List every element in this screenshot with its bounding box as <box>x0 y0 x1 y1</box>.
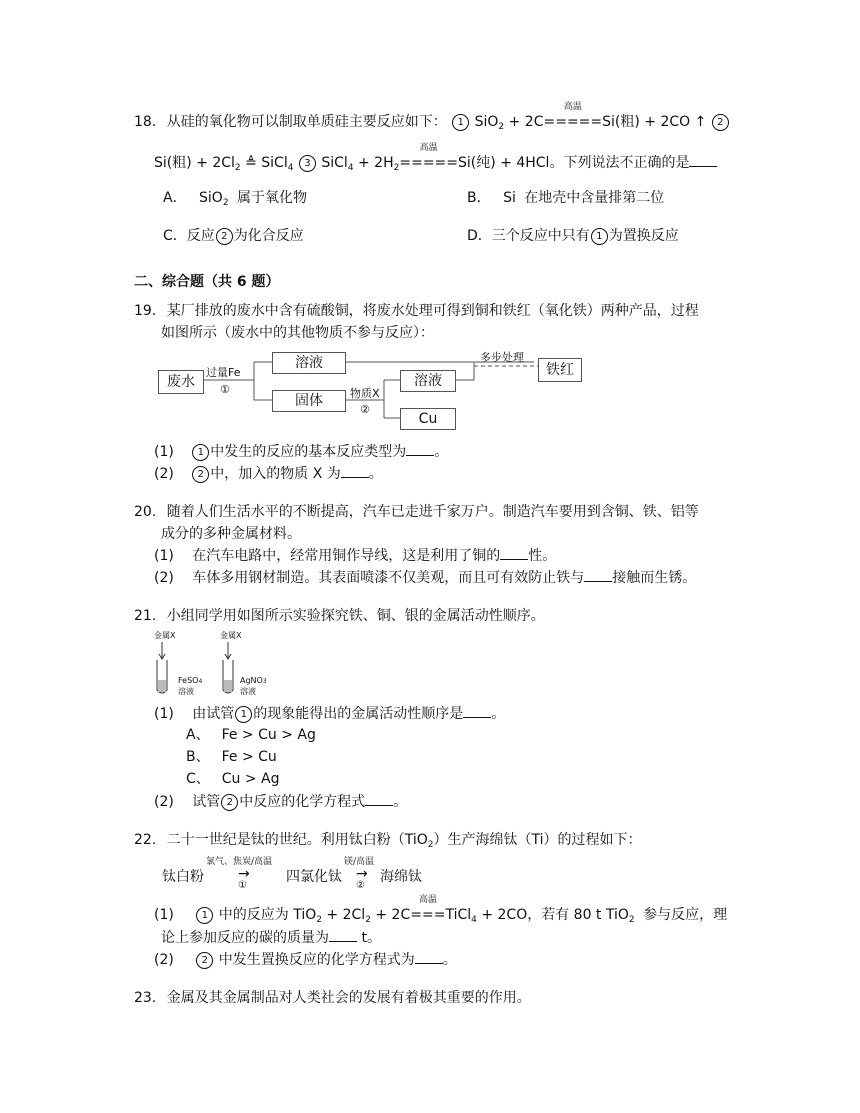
sub-number: (1) <box>154 444 174 460</box>
choice-text: Fe > Cu <box>221 749 277 765</box>
q22-flow-cond1: 氯气、焦炭/高温 <box>206 857 273 867</box>
sub-text: 中反应的化学方程式 <box>239 794 366 810</box>
q22-flow <box>162 852 442 894</box>
sub-end: 。 <box>393 794 408 810</box>
q18-option-d[interactable] <box>467 226 679 246</box>
sub-text: 中发生的反应的基本反应类型为 <box>210 444 407 460</box>
q22-flow-c2: ② <box>356 880 365 891</box>
flow-label-x: 物质X <box>350 387 380 400</box>
q19-sub2-blank[interactable] <box>341 463 369 478</box>
q18-answer-blank[interactable] <box>689 152 717 167</box>
q21-stem: 小组同学用如图所示实验探究铁、铜、银的金属活动性顺序。 <box>166 608 545 624</box>
flow-box-cu: Cu <box>400 408 456 430</box>
q23-stem: 金属及其金属制品对人类社会的发展有着极其重要的作用。 <box>166 990 531 1006</box>
q18-r1-sub: 2 <box>498 122 505 132</box>
sub-end: 性。 <box>528 548 557 564</box>
q18-r3-text: SiCl <box>321 155 348 171</box>
option-text: SiO <box>199 190 223 206</box>
q22-sub1-blank[interactable] <box>329 927 357 942</box>
sub-number: (2) <box>154 466 174 482</box>
q21-sub2-blank[interactable] <box>365 791 393 806</box>
q22-sub1-arrow-text: === <box>410 907 446 923</box>
q19-sub2 <box>154 463 383 484</box>
q18-r3-cond: 高温 <box>419 143 438 153</box>
option-label: A． <box>163 190 187 206</box>
q22-sub2-blank[interactable] <box>415 949 443 964</box>
sub-sub: 2 <box>628 915 635 925</box>
flow-label-fe: 过量Fe <box>206 366 241 379</box>
q20-line2: 成分的多种金属材料。 <box>161 526 301 542</box>
q20-stem: 随着人们生活水平的不断提高，汽车已走进千家万户。制造汽车要用到含铜、铁、铝等 <box>166 504 699 520</box>
sub-number: (2) <box>154 570 174 586</box>
sub-number: (2) <box>154 794 174 810</box>
sub-number: (1) <box>154 706 174 722</box>
q18-r1-cond: 高温 <box>563 102 582 112</box>
q22-flow-c1: ① <box>238 880 247 891</box>
option-text: 为化合反应 <box>233 228 304 244</box>
choice-text: Cu > Ag <box>221 771 280 787</box>
q19-line1 <box>134 301 699 321</box>
flow-label-duobu: 多步处理 <box>480 351 524 364</box>
tube2-metal-label: 金属X <box>220 631 242 640</box>
q18-r3-arrow <box>399 143 459 173</box>
sub-number: (2) <box>154 952 174 968</box>
q22-flow-arrow2: → <box>356 866 368 882</box>
q22-flow-cond2: 镁/高温 <box>344 857 375 867</box>
section-title: 二、综合题（共 6 题） <box>134 274 280 290</box>
q18-number: 18. <box>134 114 157 130</box>
q18-r1-left: SiO <box>474 114 499 130</box>
tube1-solution-label <box>178 676 202 685</box>
sub-text: TiCl <box>445 907 472 923</box>
q21-sub2 <box>154 791 407 812</box>
q19-flow-diagram <box>154 350 584 432</box>
q20-line1 <box>134 502 699 522</box>
q18-r3-sub2: 2 <box>393 163 400 173</box>
q22-sub1-line2 <box>161 927 381 948</box>
sub-text: + 2Cl <box>326 907 366 923</box>
sub-circle: 2 <box>196 952 213 969</box>
q18-r1-plus: + 2C <box>508 114 544 130</box>
sub-end: 。 <box>442 952 457 968</box>
q18-r2-sub: 2 <box>234 163 241 173</box>
tube2-sol-a: AgNO <box>240 676 263 685</box>
sub-text: 的现象能得出的金属活动性顺序是 <box>253 706 464 722</box>
sub-end: t。 <box>361 930 381 946</box>
q18-line1 <box>134 102 730 137</box>
q22-flow-b: 四氯化钛 <box>286 869 342 885</box>
q19-sub1-blank[interactable] <box>406 441 434 456</box>
q18-r1-arrow <box>543 102 603 132</box>
sub-text: 中发生置换反应的化学方程式为 <box>218 952 415 968</box>
sub-text: 中的反应为 TiO <box>218 907 317 923</box>
q22-sub2 <box>154 949 457 970</box>
q21-sub1 <box>154 703 505 724</box>
sub-end: 。 <box>368 466 383 482</box>
q18-option-c[interactable] <box>163 226 304 246</box>
tube1-sol-sub: 4 <box>198 678 203 685</box>
q18-r1-circle: 1 <box>452 114 469 131</box>
q22-sub1-arrow <box>410 895 446 925</box>
sub-end: 。 <box>491 706 506 722</box>
sub-text: 由试管 <box>192 706 235 722</box>
sub-circle: 1 <box>192 444 209 461</box>
option-text: 三个反应中只有 <box>491 228 590 244</box>
q20-sub1-blank[interactable] <box>500 545 528 560</box>
q18-r3-arrow-text: ===== <box>399 155 459 171</box>
sub-text: + 2CO，若有 80 t TiO <box>481 907 629 923</box>
sub-circle: 1 <box>196 907 213 924</box>
option-text: Si <box>503 190 516 206</box>
q21-choice-c[interactable] <box>186 769 280 789</box>
q22-stem: 二十一世纪是钛的世纪。利用钛白粉（TiO <box>166 832 428 848</box>
q21-choice-a[interactable] <box>186 725 316 745</box>
q20-sub1 <box>154 545 556 566</box>
q18-line2 <box>154 143 717 178</box>
q18-r2-arrow: ≜ SiCl <box>245 155 288 171</box>
choice-label: A、 <box>186 727 210 743</box>
flow-box-tiehong: 铁红 <box>538 358 582 382</box>
sub-text: 参与反应，理 <box>643 907 728 923</box>
flow-box-rongye2: 溶液 <box>400 370 456 392</box>
flow-box-guti: 固体 <box>272 390 346 412</box>
sub-text: 车体多用钢材制造。其表面喷漆不仅美观，而且可有效防止铁与 <box>192 570 585 586</box>
sub-sub: 4 <box>471 915 477 925</box>
q22-flow-a: 钛白粉 <box>162 869 204 885</box>
sub-sub: 2 <box>365 915 371 925</box>
flow-label-c2: ② <box>360 403 370 416</box>
q20-sub2 <box>154 567 696 588</box>
choice-text: Fe > Cu > Ag <box>221 727 316 743</box>
sub-end: 接触而生锈。 <box>612 570 697 586</box>
tube1-sol-a: FeSO <box>178 676 199 685</box>
choice-label: C、 <box>186 771 210 787</box>
q19-line2: 如图所示（废水中的其他物质不参与反应）： <box>161 325 434 341</box>
q18-r1-right: Si(粗) + 2CO ↑ <box>602 114 707 130</box>
q20-sub2-blank[interactable] <box>584 567 612 582</box>
sub-sub: 2 <box>316 915 322 925</box>
option-label: C． <box>163 228 187 244</box>
option-circle: 2 <box>216 228 233 245</box>
q22-stem-sub: 2 <box>427 840 434 850</box>
option-text: 在地壳中含量排第二位 <box>524 190 665 206</box>
q18-r2-circle: 2 <box>712 114 729 131</box>
option-circle: 1 <box>591 228 608 245</box>
sub-circle: 2 <box>221 794 238 811</box>
q22-flow-c: 海绵钛 <box>380 869 422 885</box>
sub-text: 论上参加反应的碳的质量为 <box>161 930 329 946</box>
q22-sub1-cond: 高温 <box>418 895 437 905</box>
q18-option-b[interactable] <box>467 188 664 208</box>
q18-r1-arrow-text: ===== <box>543 114 603 130</box>
sub-circle: 2 <box>192 466 209 483</box>
q19-stem: 某厂排放的废水中含有硫酸铜，将废水处理可得到铜和铁红（氧化铁）两种产品，过程 <box>166 303 699 319</box>
q18-stem: 从硅的氧化物可以制取单质硅主要反应如下： <box>166 114 447 130</box>
sub-text: 试管 <box>192 794 221 810</box>
q18-option-a[interactable] <box>163 188 307 213</box>
q18-r2-text: Si(粗) + 2Cl <box>154 155 235 171</box>
q18-r3-circle: 3 <box>299 155 316 172</box>
sub-number: (1) <box>154 548 174 564</box>
sub-text: + 2C <box>375 907 411 923</box>
q21-number: 21. <box>134 608 157 624</box>
sub-end: 。 <box>434 444 449 460</box>
q22-number: 22. <box>134 832 157 848</box>
q21-sub1-blank[interactable] <box>463 703 491 718</box>
sub-text: 中，加入的物质 X 为 <box>210 466 341 482</box>
q22-stem: ）生产海绵钛（Ti）的过程如下： <box>433 832 642 848</box>
q22-flow-arrow1: → <box>238 866 250 882</box>
option-text: 反应 <box>186 228 215 244</box>
choice-label: B、 <box>186 749 210 765</box>
option-label: B． <box>467 190 491 206</box>
q23-line1 <box>134 988 531 1008</box>
q19-number: 19. <box>134 303 157 319</box>
sub-number: (1) <box>154 907 174 923</box>
q19-sub1 <box>154 441 448 462</box>
q21-test-tubes-figure <box>154 630 267 698</box>
tube1-solution-word: 溶液 <box>178 687 194 696</box>
flow-box-feishui: 废水 <box>158 370 204 394</box>
q18-r3-plus: + 2H <box>358 155 394 171</box>
tube1-metal-label: 金属X <box>154 631 176 640</box>
option-label: D． <box>467 228 492 244</box>
q20-number: 20. <box>134 504 157 520</box>
sub-circle: 1 <box>235 706 252 723</box>
q23-number: 23. <box>134 990 157 1006</box>
q18-r2-sub2: 4 <box>287 163 294 173</box>
q18-r3-sub: 4 <box>347 163 354 173</box>
tube2-solution-word: 溶液 <box>240 687 256 696</box>
sub-text: 在汽车电路中，经常用铜作导线，这是利用了铜的 <box>192 548 501 564</box>
option-text: 为置换反应 <box>608 228 679 244</box>
flow-label-c1: ① <box>220 383 230 396</box>
q21-choice-b[interactable] <box>186 747 277 767</box>
flow-box-rongye1: 溶液 <box>272 352 346 374</box>
option-text: 属于氧化物 <box>237 190 308 206</box>
tube2-solution-label <box>240 676 267 685</box>
q21-line1 <box>134 606 545 626</box>
q18-r3-right: Si(纯) + 4HCl。下列说法不正确的是 <box>458 155 690 171</box>
tube2-sol-sub: 3 <box>262 678 267 685</box>
option-sub: 2 <box>222 198 229 208</box>
